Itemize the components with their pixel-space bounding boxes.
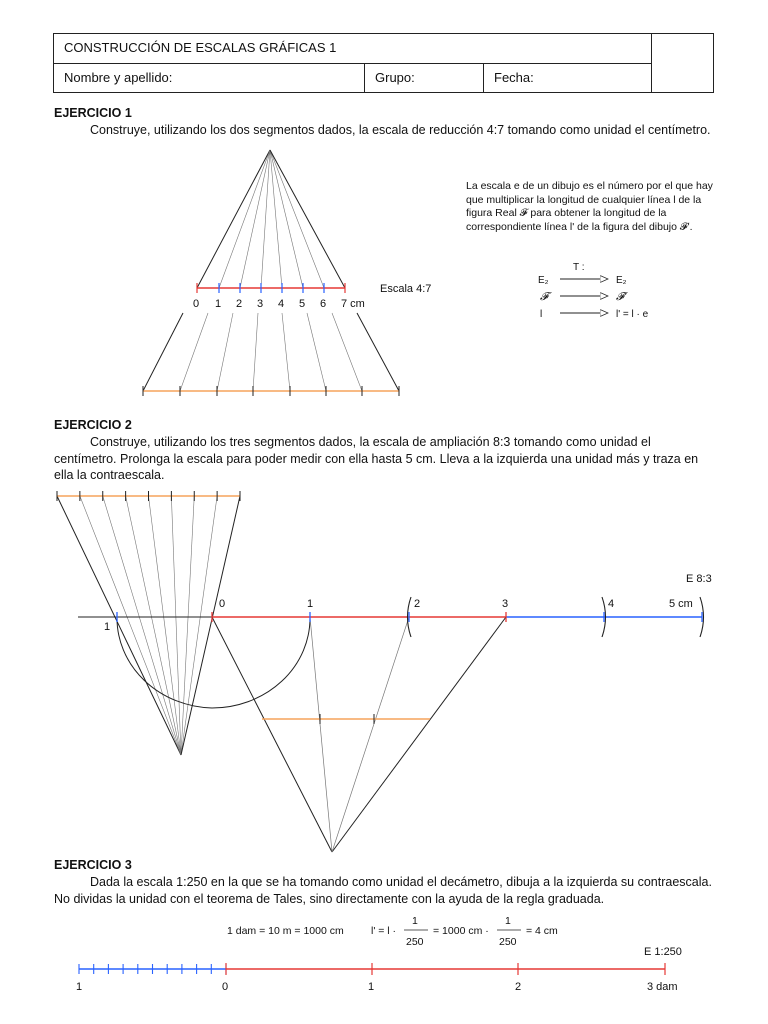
- formula-l: l' = l ·: [371, 925, 397, 937]
- ex1-lower-line: [332, 313, 362, 391]
- worksheet-title: CONSTRUCCIÓN DE ESCALAS GRÁFICAS 1: [54, 34, 652, 64]
- name-field[interactable]: Nombre y apellido:: [54, 63, 365, 93]
- ex3-statement: Dada la escala 1:250 en la que se ha tomando como unidad el decámetro, dibuja a la izquierda su contraescala. No dividas la unidad con el teorema de Tales, sino directamente con la ayuda de la regla graduada.: [54, 875, 712, 906]
- ex1-ray: [270, 150, 282, 288]
- row2-left: 𝓕: [540, 291, 549, 303]
- ex1-lower-line: [217, 313, 233, 391]
- ex2-fan-ray: [57, 496, 181, 755]
- ex3-scale-label: E 1:250: [644, 946, 682, 958]
- row1-right: E₂: [616, 275, 627, 286]
- ex2-triangle-right: [332, 617, 506, 852]
- ex1-rays: [197, 150, 345, 288]
- ex1-tick-labels: [193, 298, 365, 310]
- ex1-tick-label: 2: [236, 298, 243, 310]
- ex2-scale-label: E 8:3: [686, 573, 712, 585]
- ex3-tick-label: 2: [515, 981, 522, 993]
- ex2-tick-label: 5 cm: [669, 598, 693, 610]
- ex1-tick-label: 7 cm: [341, 298, 365, 310]
- formula-mid: = 1000 cm ·: [433, 925, 489, 937]
- ex2-fan-ray: [181, 496, 240, 755]
- ex2-fan-ray: [80, 496, 181, 755]
- ex3-formula: [227, 915, 558, 948]
- ex1-lower-line: [180, 313, 208, 391]
- ex2-construction: [57, 491, 712, 852]
- ex1-tick-label: 3: [257, 298, 264, 310]
- ex3-tick-label: 0: [222, 981, 229, 993]
- ex1-lower-line: [253, 313, 258, 391]
- ex1-lower-line: [143, 313, 183, 391]
- frac1-num: 1: [412, 915, 418, 927]
- group-field[interactable]: Grupo:: [365, 63, 484, 93]
- formula-left: 1 dam = 10 m = 1000 cm: [227, 925, 344, 937]
- ex2-ray-1: [310, 617, 332, 852]
- frac2-den: 250: [499, 936, 517, 948]
- row3-right: l' = l · e: [616, 309, 649, 320]
- ex1-title: EJERCICIO 1: [54, 106, 132, 120]
- ex1-statement: Construye, utilizando los dos segmentos dados, la escala de reducción 4:7 tomando como unidad el centímetro.: [90, 123, 711, 137]
- ex1-tick-label: 6: [320, 298, 327, 310]
- scale-definition-text: La escala e de un dibujo es el número por el que hay que multiplicar la longitud de cualquier línea l de la figura Real 𝓕 para obtener la longitud de la correspondiente línea l' de la figura del dibujo 𝓕'.: [466, 180, 713, 233]
- ex2-tick-label: 1: [104, 621, 111, 633]
- frac1-den: 250: [406, 936, 424, 948]
- ex1-ray: [270, 150, 303, 288]
- ex2-statement: Construye, utilizando los tres segmentos dados, la escala de ampliación 8:3 tomando como unidad el centímetro. Prolonga la escala para poder medir con ella hasta 5 cm. Lleva a la izquierda una unidad más y traza en ella la contraescala.: [54, 435, 699, 482]
- row1-left: E₂: [538, 275, 549, 286]
- formula-end: = 4 cm: [526, 925, 558, 937]
- ex1-lower-line: [357, 313, 399, 391]
- ex2-fan-ray: [181, 496, 217, 755]
- ex1-ray: [270, 150, 345, 288]
- ex1-tick-label: 0: [193, 298, 200, 310]
- date-field[interactable]: Fecha:: [484, 63, 652, 93]
- t-label: T :: [573, 262, 585, 273]
- ex1-ray: [270, 150, 324, 288]
- ex1-lower-line: [282, 313, 290, 391]
- ex2-tick-label: 0: [219, 598, 226, 610]
- ex1-construction: [143, 150, 431, 396]
- ex2-contra-arc: [117, 617, 310, 708]
- ex3-tick-label: 3 dam: [647, 981, 678, 993]
- ex2-fan-ray: [103, 496, 181, 755]
- ex2-fan-rays: [57, 496, 240, 755]
- ex2-triangle-left: [212, 617, 332, 852]
- ex1-lower-lines: [143, 313, 399, 391]
- ex1-tick-label: 4: [278, 298, 285, 310]
- ex1-tick-label: 1: [215, 298, 222, 310]
- ex1-ray: [197, 150, 270, 288]
- transformation-diagram: [538, 262, 649, 320]
- ex2-fan-ray: [181, 496, 194, 755]
- ex3-tick-label: 1: [76, 981, 83, 993]
- ex1-lower-line: [307, 313, 326, 391]
- row2-right: 𝓕': [616, 291, 627, 303]
- frac2-num: 1: [505, 915, 511, 927]
- ex3-tick-label: 1: [368, 981, 375, 993]
- ex3-scale-labels: [76, 981, 678, 993]
- ex1-tick-label: 5: [299, 298, 306, 310]
- ex2-title: EJERCICIO 2: [54, 418, 132, 432]
- ex2-ray-2: [332, 617, 409, 852]
- ex1-scale-label: Escala 4:7: [380, 283, 432, 295]
- row3-left: l: [540, 309, 543, 320]
- ex2-tick-label: 1: [307, 598, 314, 610]
- ex2-tick-label: 4: [608, 598, 615, 610]
- ex3-title: EJERCICIO 3: [54, 858, 132, 872]
- ex2-tick-label: 3: [502, 598, 509, 610]
- ex2-tick-label: 2: [414, 598, 421, 610]
